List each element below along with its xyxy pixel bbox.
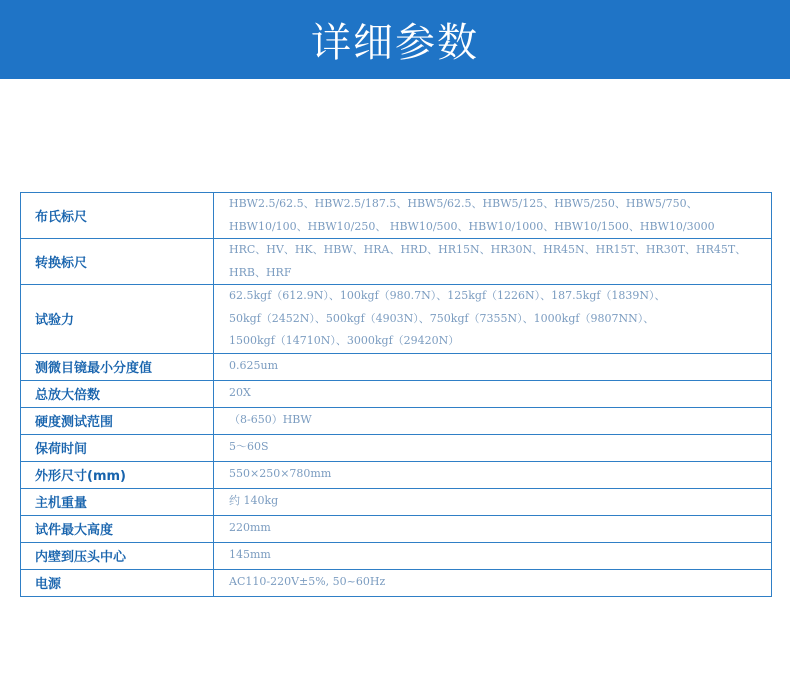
spec-label: 试验力 — [21, 285, 214, 354]
spec-label: 试件最大高度 — [21, 515, 214, 542]
table-row — [21, 239, 772, 285]
spec-label: 测微目镜最小分度值 — [21, 353, 214, 380]
spec-label: 转换标尺 — [21, 239, 214, 285]
spec-label: 布氏标尺 — [21, 193, 214, 239]
table-row — [21, 542, 772, 569]
table-row — [21, 193, 772, 239]
table-row — [21, 569, 772, 596]
spec-value: HBW2.5/62.5、HBW2.5/187.5、HBW5/62.5、HBW5/125、HBW5/250、HBW5/750、 HBW10/100、HBW10/250、 HBW10/500、HBW10/1000、HBW10/1500、HBW10/3000 — [214, 193, 772, 239]
spec-value: 5～60S — [214, 434, 772, 461]
spec-value: AC110-220V±5%, 50~60Hz — [214, 569, 772, 596]
spec-label: 电源 — [21, 569, 214, 596]
spec-label: 主机重量 — [21, 488, 214, 515]
spec-value: 20X — [214, 380, 772, 407]
spec-label: 保荷时间 — [21, 434, 214, 461]
table-row — [21, 380, 772, 407]
spec-value: （8-650）HBW — [214, 407, 772, 434]
header-banner — [0, 0, 790, 79]
spec-value: HRC、HV、HK、HBW、HRA、HRD、HR15N、HR30N、HR45N、HR15T、HR30T、HR45T、 HRB、HRF — [214, 239, 772, 285]
spec-value: 550×250×780mm — [214, 461, 772, 488]
spec-value: 62.5kgf（612.9N）、100kgf（980.7N）、125kgf（1226N）、187.5kgf（1839N）、 50kgf（2452N）、500kgf（4903N）、750kgf（7355N）、1000kgf（9807NN）、 1500kgf（14710N）、3000kgf（29420N） — [214, 285, 772, 354]
spec-value: 145mm — [214, 542, 772, 569]
table-row — [21, 353, 772, 380]
table-row — [21, 285, 772, 354]
spec-label: 总放大倍数 — [21, 380, 214, 407]
spec-table — [20, 192, 772, 597]
spec-label: 内壁到压头中心 — [21, 542, 214, 569]
table-row — [21, 461, 772, 488]
spec-value: 约 140kg — [214, 488, 772, 515]
table-row — [21, 488, 772, 515]
spec-value: 220mm — [214, 515, 772, 542]
spec-label: 外形尺寸(mm) — [21, 461, 214, 488]
spec-label: 硬度测试范围 — [21, 407, 214, 434]
page-title: 详细参数 — [311, 20, 479, 66]
spec-value: 0.625um — [214, 353, 772, 380]
table-row — [21, 407, 772, 434]
table-row — [21, 515, 772, 542]
table-row — [21, 434, 772, 461]
